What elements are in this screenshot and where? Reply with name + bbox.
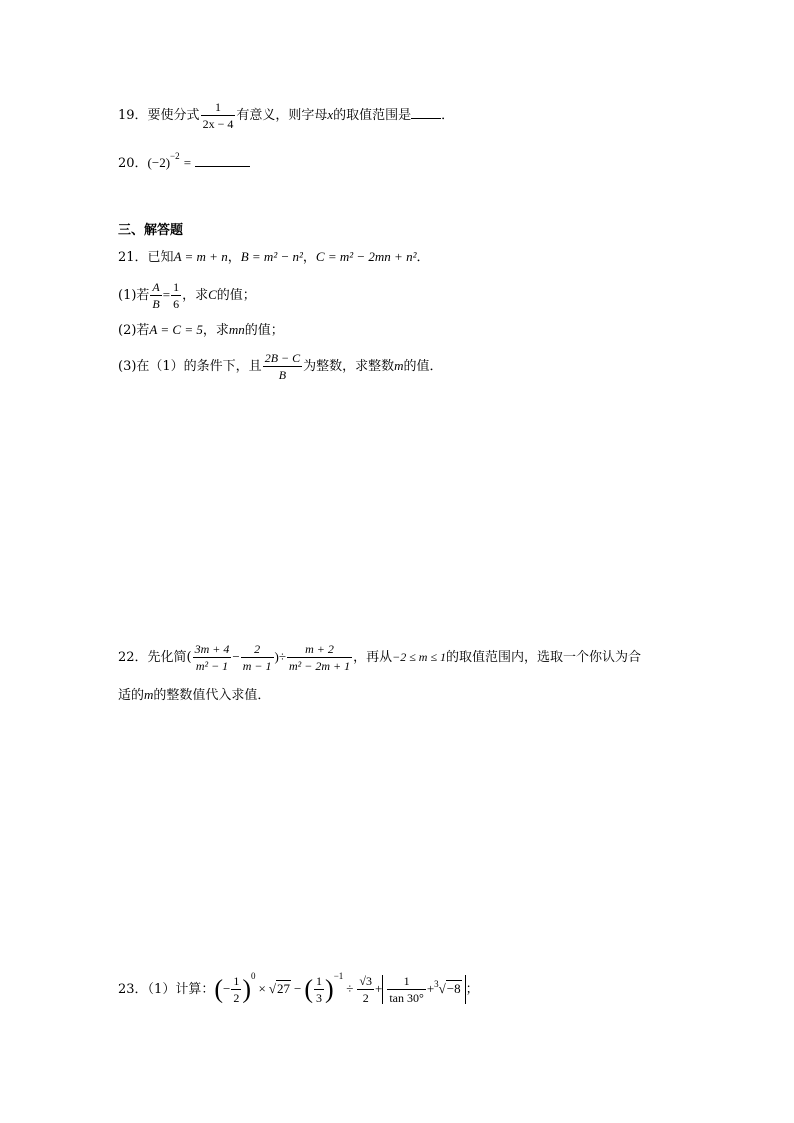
q22-line-2: [118, 688, 270, 702]
q23-t2-den: 3: [316, 991, 323, 1005]
q23-cbrt-index: 3: [434, 979, 439, 989]
q21-p1-rhs-den: 6: [173, 297, 180, 311]
q23-abs-fraction: [387, 975, 425, 1004]
q23-abs-num: 1: [403, 974, 410, 988]
q19-answer-blank[interactable]: [411, 106, 441, 119]
question-20: [118, 152, 250, 170]
q21-p1-text: ，求: [182, 288, 209, 303]
q22-intro: 先化简(: [147, 650, 192, 665]
q21-p3-var: m: [394, 358, 404, 373]
q19-end: ．: [441, 108, 455, 123]
q21-number: 21．: [118, 250, 148, 265]
q22-f3-den: m² − 2m + 1: [288, 659, 351, 673]
q21-a-def: A = m + n: [173, 249, 228, 264]
q22-range: −2 ≤ m ≤ 1: [392, 650, 447, 664]
q23-cbrt: $^3$√−8: [434, 979, 461, 996]
q21-b-def: B = m² − n²: [240, 249, 303, 264]
q23-t2-num: 1: [316, 974, 323, 988]
q22-fraction-3: [287, 643, 352, 672]
q21-p1-rhs: [171, 281, 181, 310]
q22-f2-num: 2: [254, 642, 261, 656]
section-title: 三、解答题: [118, 223, 184, 238]
q21-p2-var: mn: [228, 322, 245, 337]
q21-p3-text-end: 的值．: [403, 359, 443, 374]
q22-line2-var: m: [144, 687, 154, 702]
q23-cbrt-rad: −8: [446, 981, 461, 996]
q23-t2-fraction: [314, 975, 324, 1004]
q23-times: ×: [258, 981, 266, 996]
q21-p1-eq: =: [162, 287, 171, 302]
q23-t2-lparen: (: [304, 974, 314, 1004]
q21-p2-text-end: 的值；: [244, 323, 284, 338]
q21-p3-frac-num: 2B − C: [264, 351, 301, 365]
q21-p1-var: C: [208, 287, 217, 302]
q21-p3-label: (3)在（1）的条件下，且: [118, 359, 262, 374]
question-22: [118, 643, 641, 672]
q23-label: （1）计算：: [147, 982, 215, 997]
q21-c-def: C = m² − 2mn + n²: [315, 249, 417, 264]
q19-var: x: [327, 107, 334, 122]
q21-p3-frac-den: B: [263, 366, 302, 381]
q23-abs-plus: +: [426, 981, 435, 996]
q21-p3-text: 为整数，求整数: [303, 359, 395, 374]
q21-p1-frac-den: B: [152, 297, 160, 311]
q21-part-3: [118, 352, 443, 381]
q19-fraction-num: 1: [214, 100, 221, 114]
q21-p1-label: (1)若: [118, 288, 150, 303]
q23-t1-rparen: ): [242, 974, 252, 1004]
q21-p2-text: ，求: [202, 323, 229, 338]
q20-answer-blank[interactable]: [195, 154, 250, 167]
q22-number: 22．: [118, 650, 148, 665]
q23-t1-fraction: [231, 975, 241, 1004]
q21-p1-frac-num: A: [152, 280, 160, 294]
q21-p1-text-end: 的值；: [216, 288, 256, 303]
q23-sqrt27-rad: 27: [277, 981, 290, 996]
q21-intro: 已知: [147, 250, 174, 265]
q22-fraction-2: [241, 643, 274, 672]
q23-t1-num: 1: [233, 974, 240, 988]
q21-sep-2: ，: [302, 250, 316, 265]
q22-text-2: 的取值范围内，选取一个你认为合: [446, 650, 642, 665]
q21-p2-label: (2)若: [118, 323, 150, 338]
q23-t3-den: 2: [357, 989, 374, 1004]
q23-abs-den: tan 30°: [389, 991, 424, 1005]
q22-line2-pre: 适的: [118, 688, 145, 703]
q23-minus: −: [294, 981, 302, 996]
q21-part-1: [118, 281, 256, 310]
q23-t1-sign: −: [223, 981, 231, 996]
q22-div: )÷: [274, 649, 286, 664]
question-23: [118, 972, 479, 1004]
q22-f1-den: m² − 1: [193, 657, 232, 672]
q23-abs: [382, 975, 465, 1004]
q22-text-1: ，再从: [353, 650, 393, 665]
q21-p1-rhs-num: 1: [173, 280, 180, 294]
q23-t1-lparen: (: [214, 974, 223, 1004]
q23-end: ；: [465, 982, 479, 997]
q19-number: 19．: [118, 108, 148, 123]
q23-t2-rparen: ): [325, 974, 334, 1004]
q23-t3-num: √3: [359, 974, 372, 988]
question-21: [118, 250, 429, 264]
q21-end: ．: [416, 250, 430, 265]
q19-fraction-den: 2x − 4: [202, 117, 234, 131]
q23-t1-exp: 0: [251, 971, 256, 981]
q22-line2-post: 的整数值代入求值．: [153, 688, 271, 703]
question-19: [118, 101, 454, 130]
q23-number: 23．: [118, 982, 148, 997]
q19-text-before: 要使分式: [147, 108, 200, 123]
q21-p2-expr: A = C = 5: [149, 322, 203, 337]
q22-f1-num: 3m + 4: [194, 642, 230, 656]
q23-sqrt27: √27: [268, 981, 290, 996]
q19-fraction: [201, 101, 236, 130]
q23-t1-den: 2: [233, 991, 240, 1005]
q20-number: 20．: [118, 156, 148, 171]
q21-p1-fraction: [150, 281, 161, 310]
q21-sep-1: ，: [227, 250, 241, 265]
q22-minus: −: [232, 649, 240, 664]
q23-t2-exp: −1: [333, 971, 344, 981]
q22-fraction-1: [193, 643, 232, 672]
q20-equals: =: [183, 155, 192, 170]
q23-div: ÷: [346, 981, 354, 996]
q22-f3-num: m + 2: [305, 642, 334, 656]
q23-plus: +: [375, 981, 383, 996]
q20-exponent: −2: [170, 151, 180, 161]
q20-base: (−2): [147, 155, 171, 170]
q19-text-end: 的取值范围是: [333, 108, 412, 123]
q21-p3-fraction: [263, 352, 302, 381]
q22-f2-den: m − 1: [242, 659, 272, 673]
q21-part-2: [118, 323, 284, 337]
q23-t3-fraction: [357, 975, 374, 1004]
q19-text-after: 有意义，则字母: [236, 108, 328, 123]
